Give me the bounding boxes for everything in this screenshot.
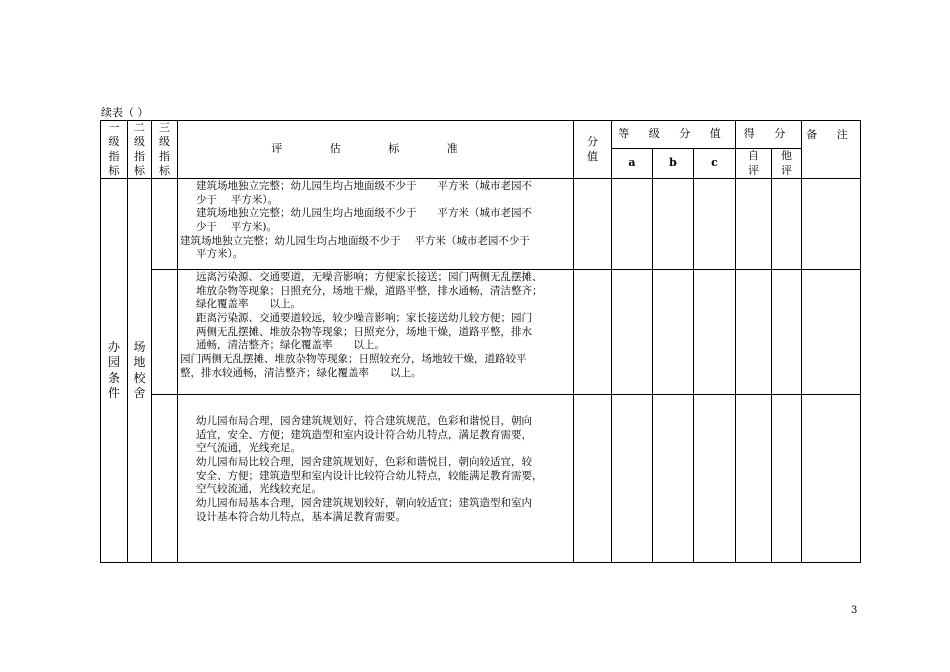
other-score-cell[interactable]: [772, 179, 802, 270]
header-grade-a: a: [612, 149, 653, 179]
header-remark-text: 备 注: [806, 128, 856, 141]
standard-line: 空气流通，光线充足。: [196, 442, 301, 455]
standard-line: 通畅，清洁整齐；绿化覆盖率 以上。: [196, 339, 385, 352]
header-grade-c: c: [694, 149, 736, 179]
standard-line: 整，排水较通畅，清洁整齐；绿化覆盖率 以上。: [180, 366, 422, 379]
standard-line: 绿化覆盖率 以上。: [196, 298, 301, 311]
standard-line: 平方米）。: [196, 248, 244, 261]
grade-a-cell[interactable]: [612, 179, 653, 270]
table-row: [101, 395, 861, 563]
level1-text: 办园条件: [107, 339, 120, 401]
standard-line: 幼儿园布局合理，园舍建筑规划好，符合建筑规范，色彩和谐悦目，朝向: [196, 415, 532, 428]
header-self-text: 自评: [748, 149, 760, 177]
header-level2-text: 二级指标: [134, 121, 145, 177]
header-standard: [178, 121, 574, 179]
grade-c-cell[interactable]: [694, 395, 736, 563]
level2-text: 场地校舍: [133, 339, 146, 401]
standard-line: 园门两侧无乱摆摊、堆放杂物等现象；日照较充分，场地较干燥，道路较平: [180, 353, 527, 366]
standard-line: 距离污染源、交通要道较远，较少噪音影响；家长接送幼儿较方便；园门: [196, 312, 532, 325]
grade-c-cell[interactable]: [694, 179, 736, 270]
grade-a-cell[interactable]: [612, 270, 653, 395]
self-score-cell[interactable]: [736, 270, 772, 395]
standard-line: 建筑场地独立完整；幼儿园生均占地面级不少于 平方米（城市老园不: [196, 207, 532, 220]
standard-line: 两侧无乱摆摊、堆放杂物等现象；日照充分，场地干燥，道路平整，排水: [196, 325, 532, 338]
header-level1-text: 一级指标: [108, 121, 120, 177]
header-level3-text: 三级指标: [159, 121, 170, 177]
score-cell[interactable]: [574, 179, 612, 270]
score-cell[interactable]: [574, 270, 612, 395]
grade-a-cell[interactable]: [612, 395, 653, 563]
standard-line: 少于 平方米）。: [196, 193, 279, 206]
standard-cell: [178, 395, 574, 563]
table-row: [101, 270, 861, 395]
standard-cell: [178, 270, 574, 395]
header-score-text: 分值: [587, 135, 598, 163]
remark-cell[interactable]: [802, 270, 861, 395]
header-grade-text: 等 级 分 值: [618, 127, 729, 141]
standard-line: 少于 平方米)。: [196, 221, 277, 234]
header-points: [736, 121, 802, 149]
other-score-cell[interactable]: [772, 395, 802, 563]
standard-line: 幼儿园布局比较合理，园舍建筑规划好，色彩和谐悦目，朝向较适宜，较: [196, 456, 532, 469]
table-caption: 续表（ ）: [101, 106, 149, 119]
evaluation-table: [100, 120, 861, 563]
standard-line: 堆放杂物等现象；日照充分，场地干燥，道路平整，排水通畅，清洁整齐；: [196, 284, 543, 297]
page-number: 3: [851, 605, 858, 616]
standard-line: 建筑场地独立完整；幼儿园生均占地面级不少于 平方米（城市老园不: [196, 180, 532, 193]
level2-cell: [128, 179, 152, 563]
header-other-text: 他评: [781, 149, 793, 177]
header-grade-b: b: [653, 149, 694, 179]
header-self: [736, 149, 772, 179]
header-standard-text: 评 估 标 准: [271, 142, 480, 156]
grade-b-cell[interactable]: [653, 179, 694, 270]
remark-cell[interactable]: [802, 179, 861, 270]
self-score-cell[interactable]: [736, 395, 772, 563]
header-level3: [152, 121, 178, 179]
grade-b-cell[interactable]: [653, 395, 694, 563]
table-row: [101, 179, 861, 270]
grade-b-cell[interactable]: [653, 270, 694, 395]
standard-line: 设计基本符合幼儿特点，基本满足教育需要。: [196, 510, 406, 523]
standard-cell: [178, 179, 574, 270]
self-score-cell[interactable]: [736, 179, 772, 270]
header-level1: [101, 121, 128, 179]
level3-cell: [152, 395, 178, 563]
level3-cell: [152, 270, 178, 395]
header-level2: [128, 121, 152, 179]
other-score-cell[interactable]: [772, 270, 802, 395]
standard-line: 远离污染源、交通要道，无噪音影响；方便家长接送；园门两侧无乱摆摊、: [196, 271, 543, 284]
standard-line: 适宜，安全、方便；建筑造型和室内设计符合幼儿特点，满足教育需要，: [196, 428, 532, 441]
standard-line: 建筑场地独立完整；幼儿园生均占地面级不少于 平方米（城市老园不少于: [180, 234, 530, 247]
header-score: [574, 121, 612, 179]
standard-line: 空气较流通，光线较充足。: [196, 483, 322, 496]
grade-c-cell[interactable]: [694, 270, 736, 395]
header-other: [772, 149, 802, 179]
level3-cell: [152, 179, 178, 270]
header-points-text: 得 分: [743, 127, 794, 141]
remark-cell[interactable]: [802, 395, 861, 563]
standard-line: 安全、方便；建筑造型和室内设计比较符合幼儿特点，较能满足教育需要，: [196, 469, 543, 482]
score-cell[interactable]: [574, 395, 612, 563]
header-grade: [612, 121, 736, 149]
header-remark: [802, 121, 861, 179]
level1-cell: [101, 179, 128, 563]
standard-line: 幼儿园布局基本合理，园舍建筑规划较好，朝向较适宜；建筑造型和室内: [196, 497, 532, 510]
